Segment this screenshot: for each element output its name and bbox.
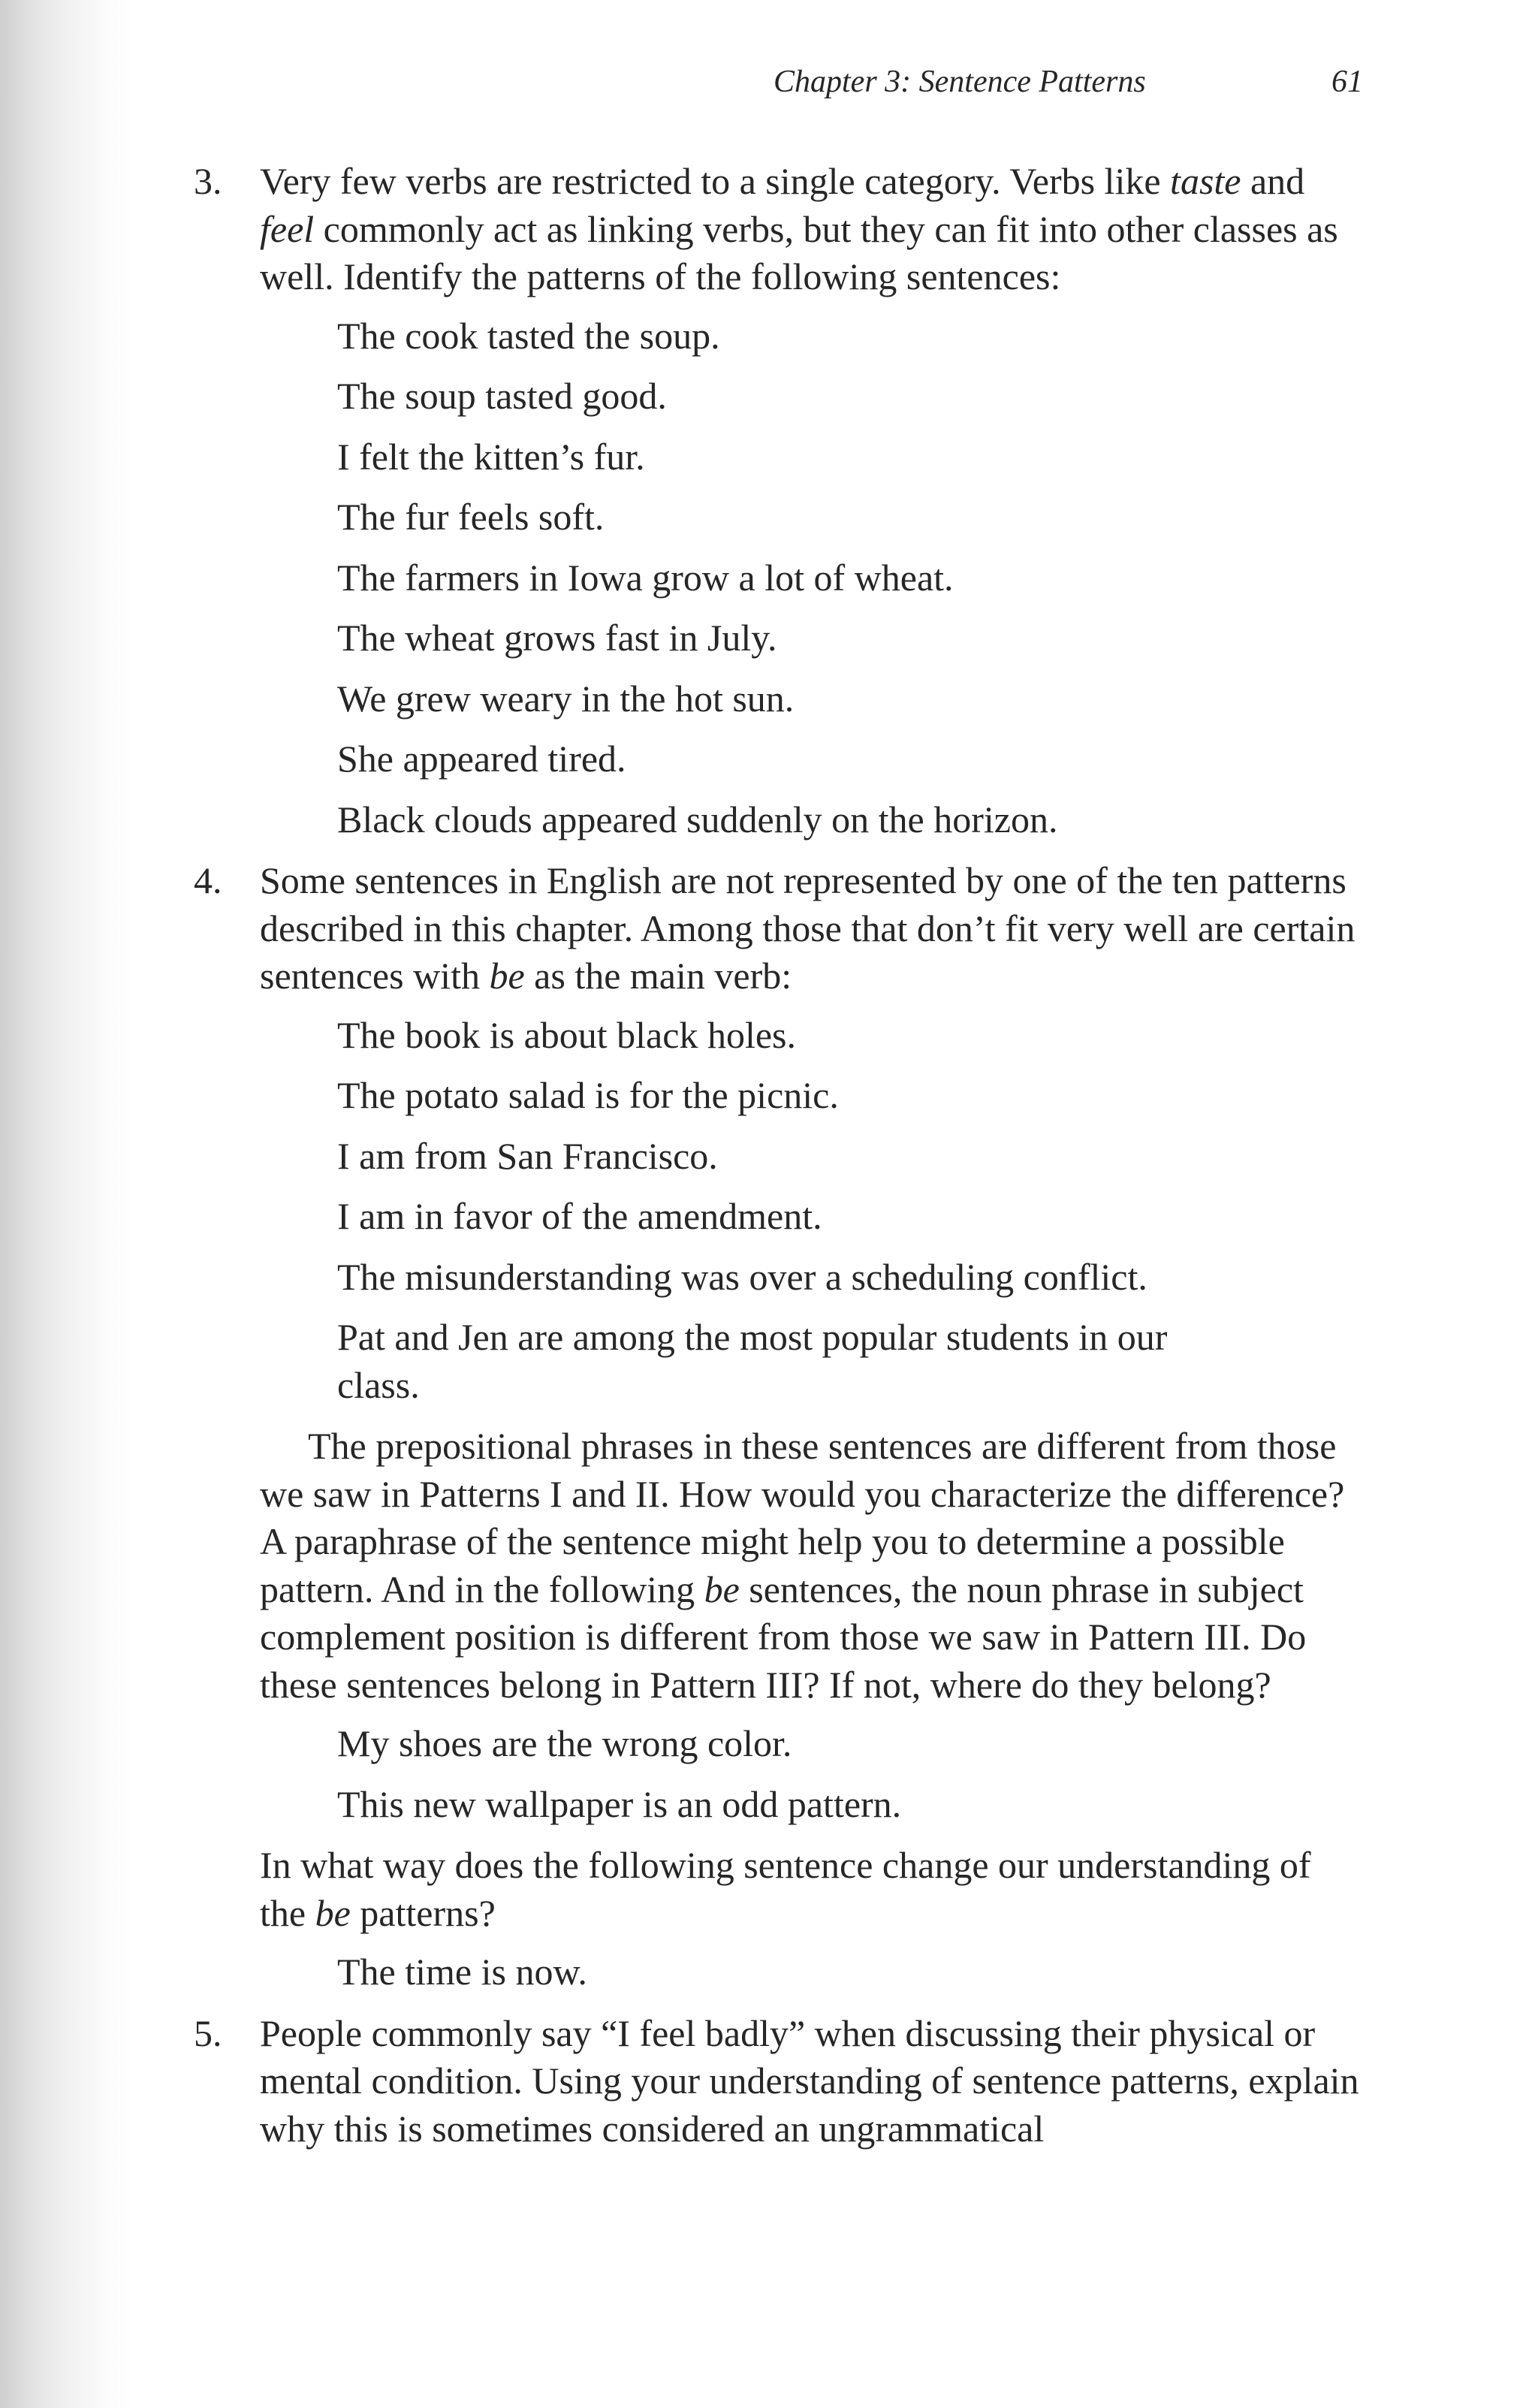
example-list [260,1012,1365,1410]
example-sentence: Pat and Jen are among the most popular students in our class. [337,1316,1168,1406]
example-sentence: We grew weary in the hot sun. [337,677,795,720]
example-sentence: The farmers in Iowa grow a lot of wheat. [337,556,954,599]
example-list [260,1948,1365,1996]
example-sentence: The time is now. [337,1951,587,1993]
example-sentence: The potato salad is for the picnic. [337,1074,839,1116]
italic-term: feel [260,207,315,250]
example-sentence: The wheat grows fast in July. [337,617,777,659]
page-number: 61 [1331,65,1363,99]
item-intro: Some sentences in English are not represented by one of the ten patterns described in this chapter. Among those that don’t fit very well are certain sentences with be as the main verb: [260,859,1356,997]
example-sentence: Black clouds appeared suddenly on the horizon. [337,798,1058,840]
page-content [194,158,1365,2164]
running-head [0,64,1538,109]
item-intro: People commonly say “I feel badly” when discussing their physical or mental condition. Using your understanding of sentence patterns, explain why this is sometimes considered an ungrammatical [260,2011,1359,2150]
example-sentence: This new wallpaper is an odd pattern. [337,1782,902,1825]
example-sentence: The cook tasted the soup. [337,314,720,357]
exercise-item-3 [194,158,1365,843]
example-sentence: My shoes are the wrong color. [337,1722,792,1764]
example-sentence: I am from San Francisco. [337,1134,718,1177]
discussion-paragraph: The prepositional phrases in these sentences are different from those we saw in Patterns I and II. How would you characterize the difference? A paraphrase of the sentence might help you to determine a possible pattern. And in the following be sentences, the noun phrase in subject complement position is different from those we saw in Pattern III. Do these sentences belong in Pattern III? If not, where do they belong? [260,1425,1345,1706]
italic-term: taste [1170,160,1241,202]
italic-term: be [489,955,525,997]
italic-term: be [315,1891,351,1934]
item-number: 4. [194,859,222,901]
example-sentence: The soup tasted good. [337,375,667,417]
example-list [260,312,1365,844]
item-number: 5. [194,2011,222,2054]
discussion-paragraph: In what way does the following sentence change our understanding of the be patterns? [260,1844,1311,1934]
chapter-title: Chapter 3: Sentence Patterns [774,65,1146,99]
example-sentence: The book is about black holes. [337,1013,796,1056]
italic-term: be [704,1568,740,1610]
exercise-item-4 [194,857,1365,1996]
example-sentence: She appeared tired. [337,738,626,780]
example-list [260,1720,1365,1828]
item-intro: Very few verbs are restricted to a single category. Verbs like taste and feel commonly act as linking verbs, but they can fit into other classes as well. Identify the patterns of the following sentences: [260,160,1338,297]
example-sentence: The fur feels soft. [337,496,605,538]
example-sentence: I felt the kitten’s fur. [337,435,645,478]
exercise-item-5 [194,2010,1365,2153]
example-sentence: I am in favor of the amendment. [337,1195,822,1237]
item-number: 3. [194,160,222,202]
example-sentence: The misunderstanding was over a scheduling conflict. [337,1255,1147,1298]
